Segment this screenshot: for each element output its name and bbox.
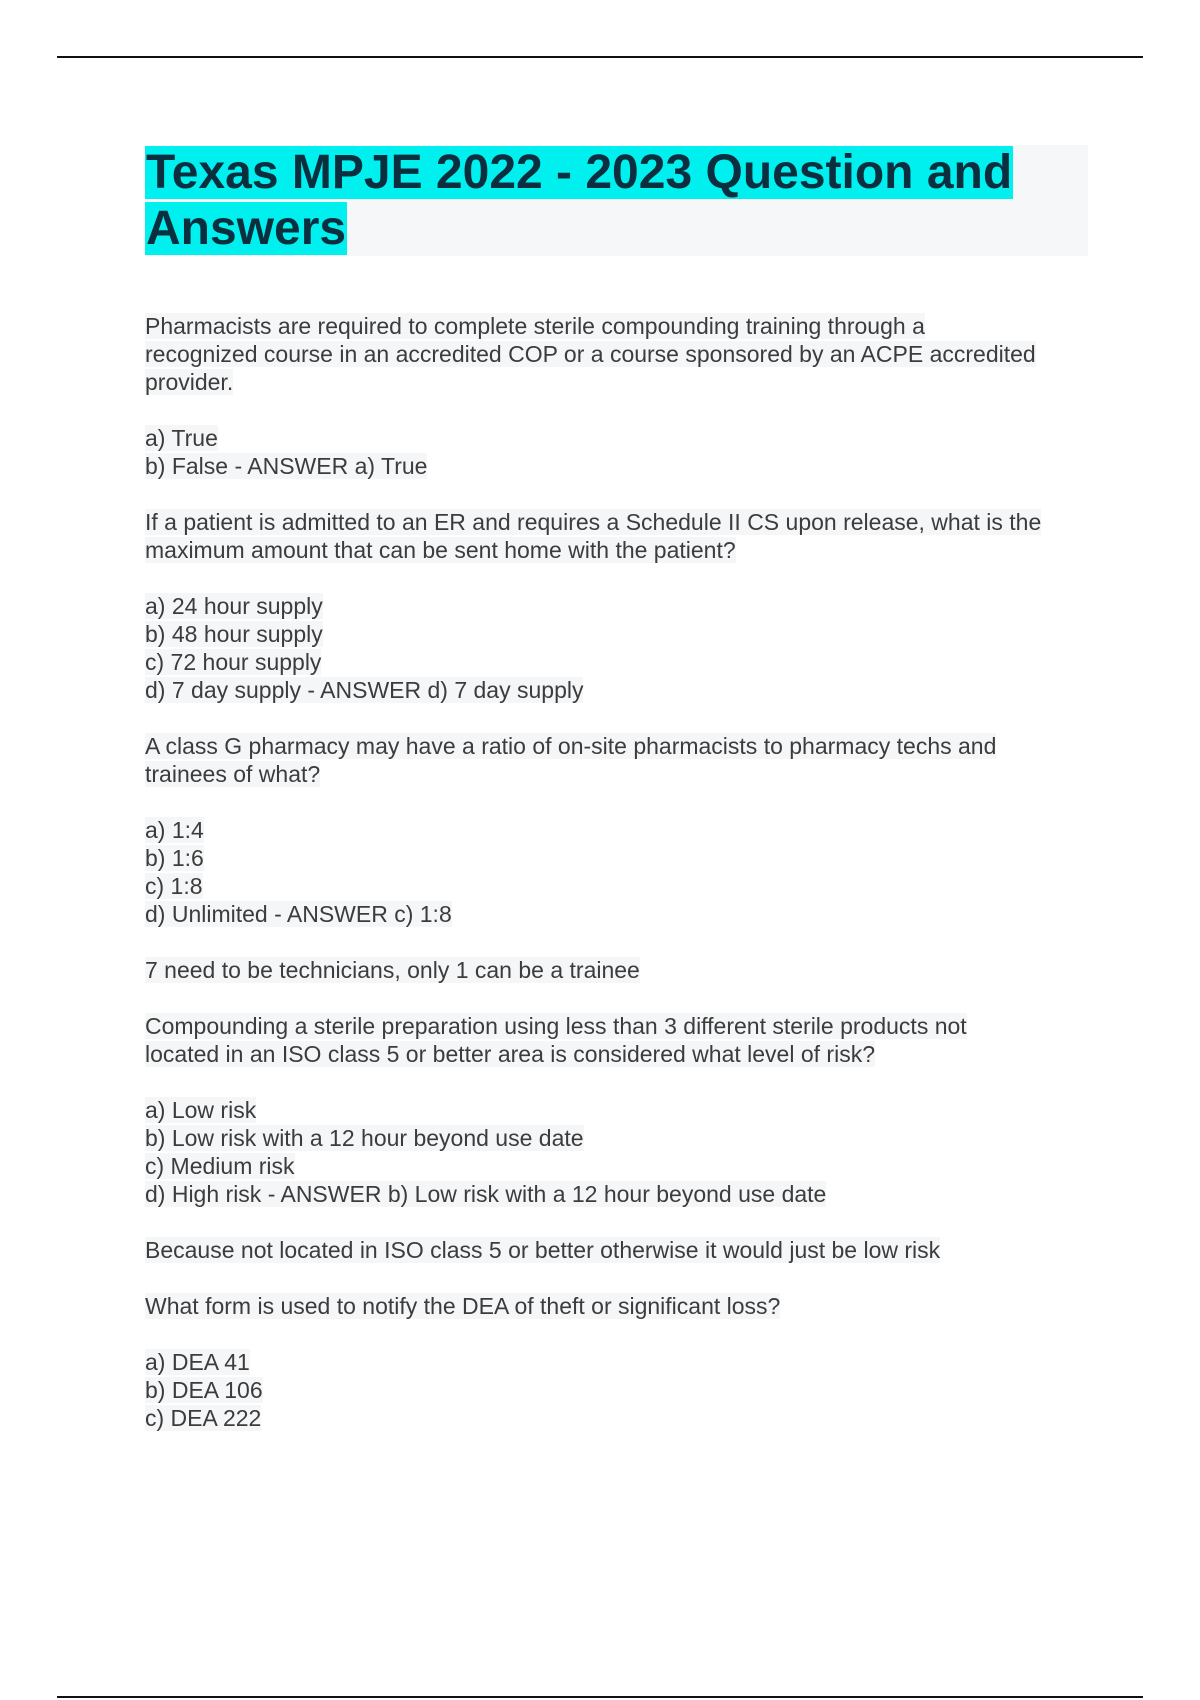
text-line [145,872,1095,900]
paragraph-gap [145,704,1095,732]
text-line-content: Because not located in ISO class 5 or better otherwise it would just be low risk [145,1237,941,1263]
text-line-content: located in an ISO class 5 or better area is considered what level of risk? [145,1041,875,1067]
top-rule [57,56,1143,58]
text-line-content: What form is used to notify the DEA of theft or significant loss? [145,1293,781,1319]
paragraph-gap [145,788,1095,816]
text-line [145,536,1095,564]
text-line-content: d) High risk - ANSWER b) Low risk with a 12 hour beyond use date [145,1181,827,1207]
text-line [145,1012,1095,1040]
text-line-content: a) True [145,425,218,451]
text-line-content: If a patient is admitted to an ER and requires a Schedule II CS upon release, what is the [145,509,1042,535]
text-line-content: c) 1:8 [145,873,203,899]
paragraph-gap [145,928,1095,956]
text-line [145,900,1095,928]
text-line-content: b) False - ANSWER a) True [145,453,428,479]
text-line [145,648,1095,676]
text-line [145,1292,1095,1320]
document-body [145,312,1095,1432]
paragraph-gap [145,480,1095,508]
text-line [145,1404,1095,1432]
text-line [145,312,1095,340]
text-line [145,760,1095,788]
text-line-content: provider. [145,369,234,395]
text-line [145,620,1095,648]
text-line [145,676,1095,704]
title-line-1: Texas MPJE 2022 - 2023 Question and [146,146,1013,199]
text-line [145,1348,1095,1376]
text-line-content: a) Low risk [145,1097,257,1123]
text-line [145,1124,1095,1152]
bottom-rule [57,1696,1143,1698]
document-title [145,145,1088,257]
paragraph-gap [145,396,1095,424]
text-line-content: c) DEA 222 [145,1405,262,1431]
paragraph-gap [145,1264,1095,1292]
paragraph-gap [145,1320,1095,1348]
title-line-2: Answers [146,202,347,255]
title-block [145,145,1088,256]
text-line [145,1376,1095,1404]
text-line-content: a) 1:4 [145,817,204,843]
text-line-content: b) 48 hour supply [145,621,323,647]
text-line-content: c) 72 hour supply [145,649,322,675]
text-line [145,816,1095,844]
text-line-content: Pharmacists are required to complete sterile compounding training through a [145,313,925,339]
text-line-content: b) 1:6 [145,845,204,871]
text-line-content: a) 24 hour supply [145,593,323,619]
text-line-content: A class G pharmacy may have a ratio of on-site pharmacists to pharmacy techs and [145,733,997,759]
text-line-content: a) DEA 41 [145,1349,250,1375]
text-line [145,508,1095,536]
text-line-content: Compounding a sterile preparation using less than 3 different sterile products not [145,1013,967,1039]
text-line-content: 7 need to be technicians, only 1 can be a trainee [145,957,640,983]
text-line [145,424,1095,452]
text-line [145,592,1095,620]
text-line [145,368,1095,396]
text-line-content: recognized course in an accredited COP or a course sponsored by an ACPE accredited [145,341,1036,367]
paragraph-gap [145,564,1095,592]
paragraph-gap [145,1068,1095,1096]
text-line-content: b) Low risk with a 12 hour beyond use date [145,1125,584,1151]
text-line [145,956,1095,984]
paragraph-gap [145,984,1095,1012]
text-line-content: c) Medium risk [145,1153,295,1179]
text-line [145,1152,1095,1180]
text-line-content: b) DEA 106 [145,1377,263,1403]
text-line-content: d) 7 day supply - ANSWER d) 7 day supply [145,677,584,703]
text-line [145,1040,1095,1068]
text-line [145,340,1095,368]
text-line-content: d) Unlimited - ANSWER c) 1:8 [145,901,452,927]
text-line [145,1236,1095,1264]
text-line [145,844,1095,872]
text-line-content: maximum amount that can be sent home with the patient? [145,537,736,563]
paragraph-gap [145,1208,1095,1236]
text-line [145,1180,1095,1208]
text-line [145,732,1095,760]
text-line-content: trainees of what? [145,761,321,787]
text-line [145,1096,1095,1124]
text-line [145,452,1095,480]
